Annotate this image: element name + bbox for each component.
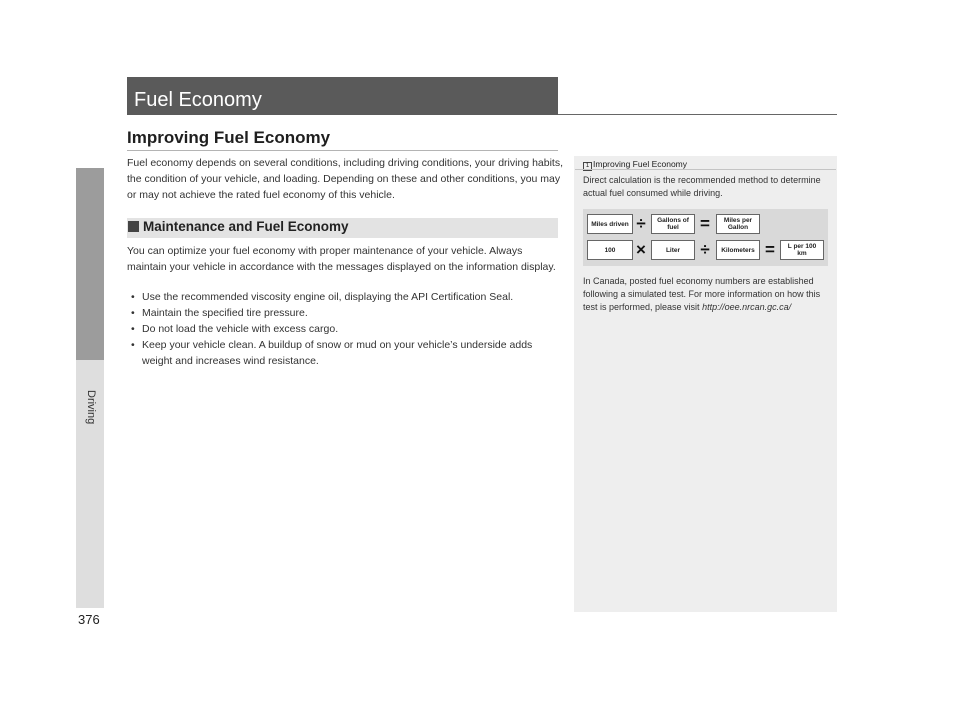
maintenance-intro-paragraph: You can optimize your fuel economy with proper maintenance of your vehicle. Always maintain your vehicle in accordance with the messages displayed on the information display. (127, 245, 556, 273)
chapter-label: Driving (85, 390, 97, 425)
sidebar-paragraph: In Canada, posted fuel economy numbers are established following a simulated test. For more information on how this test is performed, please visit http://oee.nrcan.gc.ca/ (583, 276, 821, 312)
list-item: • Maintain the specified tire pressure. (131, 307, 308, 319)
subsection-heading (128, 219, 349, 234)
sidebar-heading: 1 Improving Fuel Economy (583, 159, 687, 171)
kilometers-box: Kilometers (716, 240, 760, 260)
liter-box: Liter (651, 240, 695, 260)
page-title: Fuel Economy (134, 89, 262, 111)
chapter-side-tab (76, 168, 104, 608)
maintenance-bullet-list (131, 289, 561, 369)
multiply-icon: × (636, 240, 646, 259)
hundred-box: 100 (587, 240, 633, 260)
bullet-dot-icon: • (131, 323, 135, 335)
reference-marker-icon: 1 (583, 162, 592, 171)
page-number: 376 (78, 612, 100, 627)
equals-icon: = (765, 240, 775, 259)
sidebar-rule (575, 169, 836, 170)
divide-icon: ÷ (636, 214, 646, 233)
section-intro-paragraph: Fuel economy depends on several conditions, including driving conditions, your driving habits, the condition of your vehicle, and loading. Depending on these and other conditions, you may or may not achieve the rated fuel economy of this vehicle. (127, 157, 564, 201)
miles-per-gallon-box: Miles per Gallon (716, 214, 760, 234)
list-item: • Keep your vehicle clean. A buildup of snow or mud on your vehicle’s underside adds weight and increases wind resistance. (131, 339, 533, 367)
header-rule (558, 114, 837, 115)
sidebar-paragraph: Direct calculation is the recommended method to determine actual fuel consumed while driving. (583, 175, 821, 198)
equals-icon: = (700, 214, 710, 233)
fuel-calculation-diagram (583, 209, 828, 266)
section-heading: Improving Fuel Economy (127, 128, 331, 147)
section-rule (127, 150, 558, 151)
canada-fuel-url[interactable]: http://oee.nrcan.gc.ca/ (702, 302, 792, 312)
subsection-heading-text: Maintenance and Fuel Economy (143, 219, 349, 234)
square-bullet-icon (128, 221, 139, 232)
gallons-of-fuel-box: Gallons of fuel (651, 214, 695, 234)
list-item: • Use the recommended viscosity engine oil, displaying the API Certification Seal. (131, 291, 514, 303)
bullet-dot-icon: • (131, 307, 135, 319)
bullet-dot-icon: • (131, 339, 135, 351)
liters-per-100km-box: L per 100 km (780, 240, 824, 260)
miles-driven-box: Miles driven (587, 214, 633, 234)
divide-icon: ÷ (700, 240, 710, 259)
list-item: • Do not load the vehicle with excess cargo. (131, 323, 339, 335)
bullet-dot-icon: • (131, 291, 135, 303)
